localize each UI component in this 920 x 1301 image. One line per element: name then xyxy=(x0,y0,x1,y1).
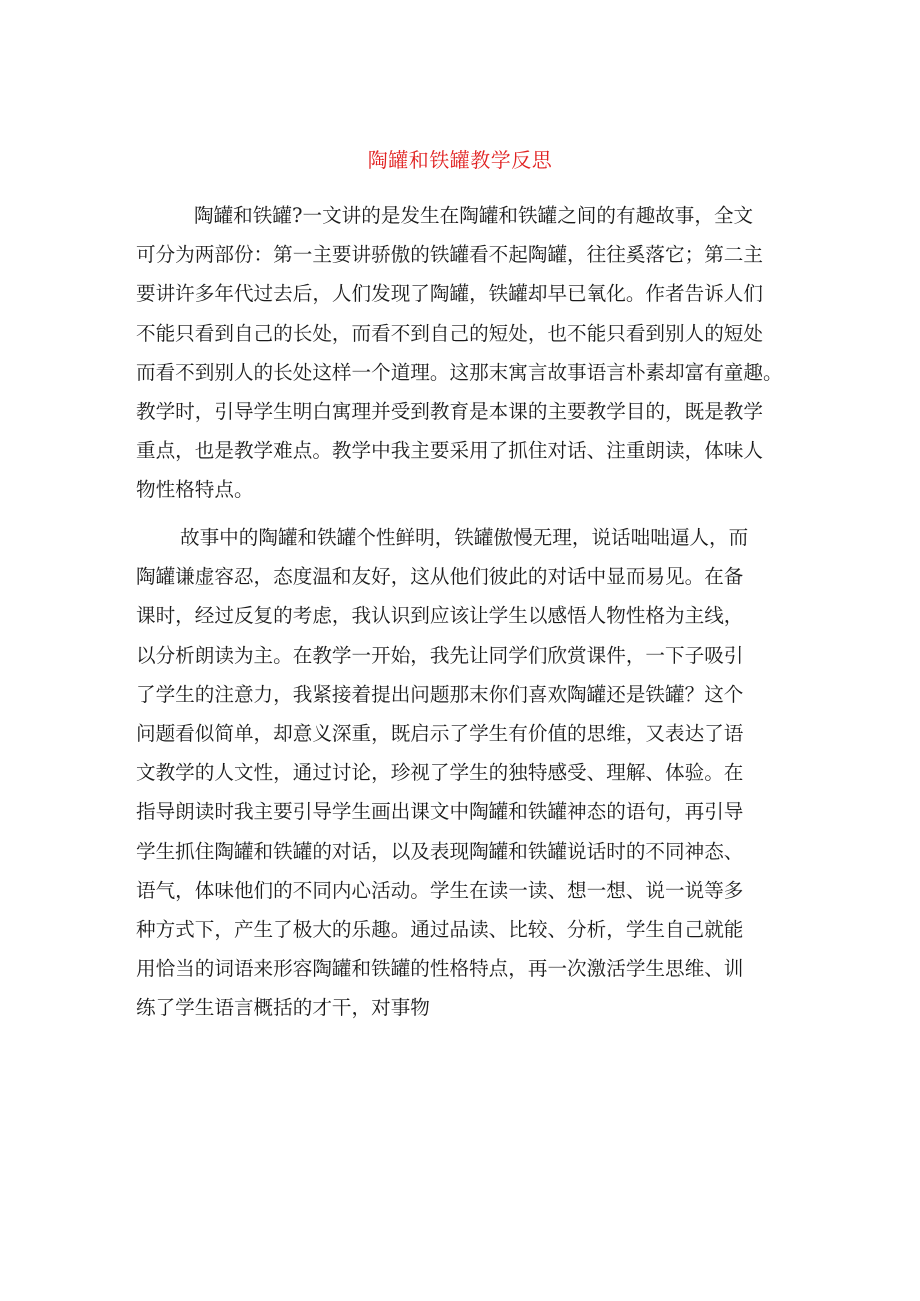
paragraph-line: 陶罐谦虚容忍，态度温和友好，这从他们彼此的对话中显而易见。在备 xyxy=(136,565,744,589)
paragraph-line: 练了学生语言概括的才干，对事物 xyxy=(136,996,430,1020)
paragraph-line: 指导朗读时我主要引导学生画出课文中陶罐和铁罐神态的语句，再引导 xyxy=(136,800,744,824)
paragraph-line: 而看不到别人的长处这样一个道理。这那末寓言故事语言朴素却富有童趣。 xyxy=(136,360,783,384)
paragraph-line: 种方式下，产生了极大的乐趣。通过品读、比较、分析，学生自己就能 xyxy=(136,917,744,941)
paragraph-line: 教学时，引导学生明白寓理并受到教育是本课的主要教学目的，既是教学 xyxy=(136,399,763,423)
paragraph-line: 语气，体味他们的不同内心活动。学生在读一读、想一想、说一说等多 xyxy=(136,878,744,902)
document-title: 陶罐和铁罐教学反思 xyxy=(367,148,553,172)
paragraph-line: 了学生的注意力，我紧接着提出问题那末你们喜欢陶罐还是铁罐？这个 xyxy=(136,682,744,706)
paragraph-line: 物性格特点。 xyxy=(136,478,254,502)
paragraph-line: 可分为两部份：第一主要讲骄傲的铁罐看不起陶罐，往往奚落它；第二主 xyxy=(136,243,763,267)
paragraph-2 xyxy=(136,518,786,1027)
paragraph-line: 用恰当的词语来形容陶罐和铁罐的性格特点，再一次激活学生思维、训 xyxy=(136,957,744,981)
paragraph-line: 以分析朗读为主。在教学一开始，我先让同学们欣赏课件，一下子吸引 xyxy=(136,643,744,667)
paragraph-line: 问题看似简单，却意义深重，既启示了学生有价值的思维，又表达了语 xyxy=(136,721,744,745)
paragraph-line: 故事中的陶罐和铁罐个性鲜明，铁罐傲慢无理，说话咄咄逼人，而 xyxy=(180,526,749,549)
paragraph-line: 文教学的人文性，通过讨论，珍视了学生的独特感受、理解、体验。在 xyxy=(136,761,744,785)
paragraph-line: 要讲许多年代过去后，人们发现了陶罐，铁罐却早已氧化。作者告诉人们 xyxy=(136,282,763,306)
paragraph-line: 学生抓住陶罐和铁罐的对话，以及表现陶罐和铁罐说话时的不同神态、 xyxy=(136,839,744,863)
paragraph-line: 陶罐和铁罐?一文讲的是发生在陶罐和铁罐之间的有趣故事，全文 xyxy=(194,204,754,227)
paragraph-line: 重点，也是教学难点。教学中我主要采用了抓住对话、注重朗读，体味人 xyxy=(136,439,763,463)
paragraph-line: 课时，经过反复的考虑，我认识到应该让学生以感悟人物性格为主线， xyxy=(136,604,744,628)
paragraph-1 xyxy=(136,196,786,510)
paragraph-line: 不能只看到自己的长处，而看不到自己的短处，也不能只看到别人的短处 xyxy=(136,321,763,345)
